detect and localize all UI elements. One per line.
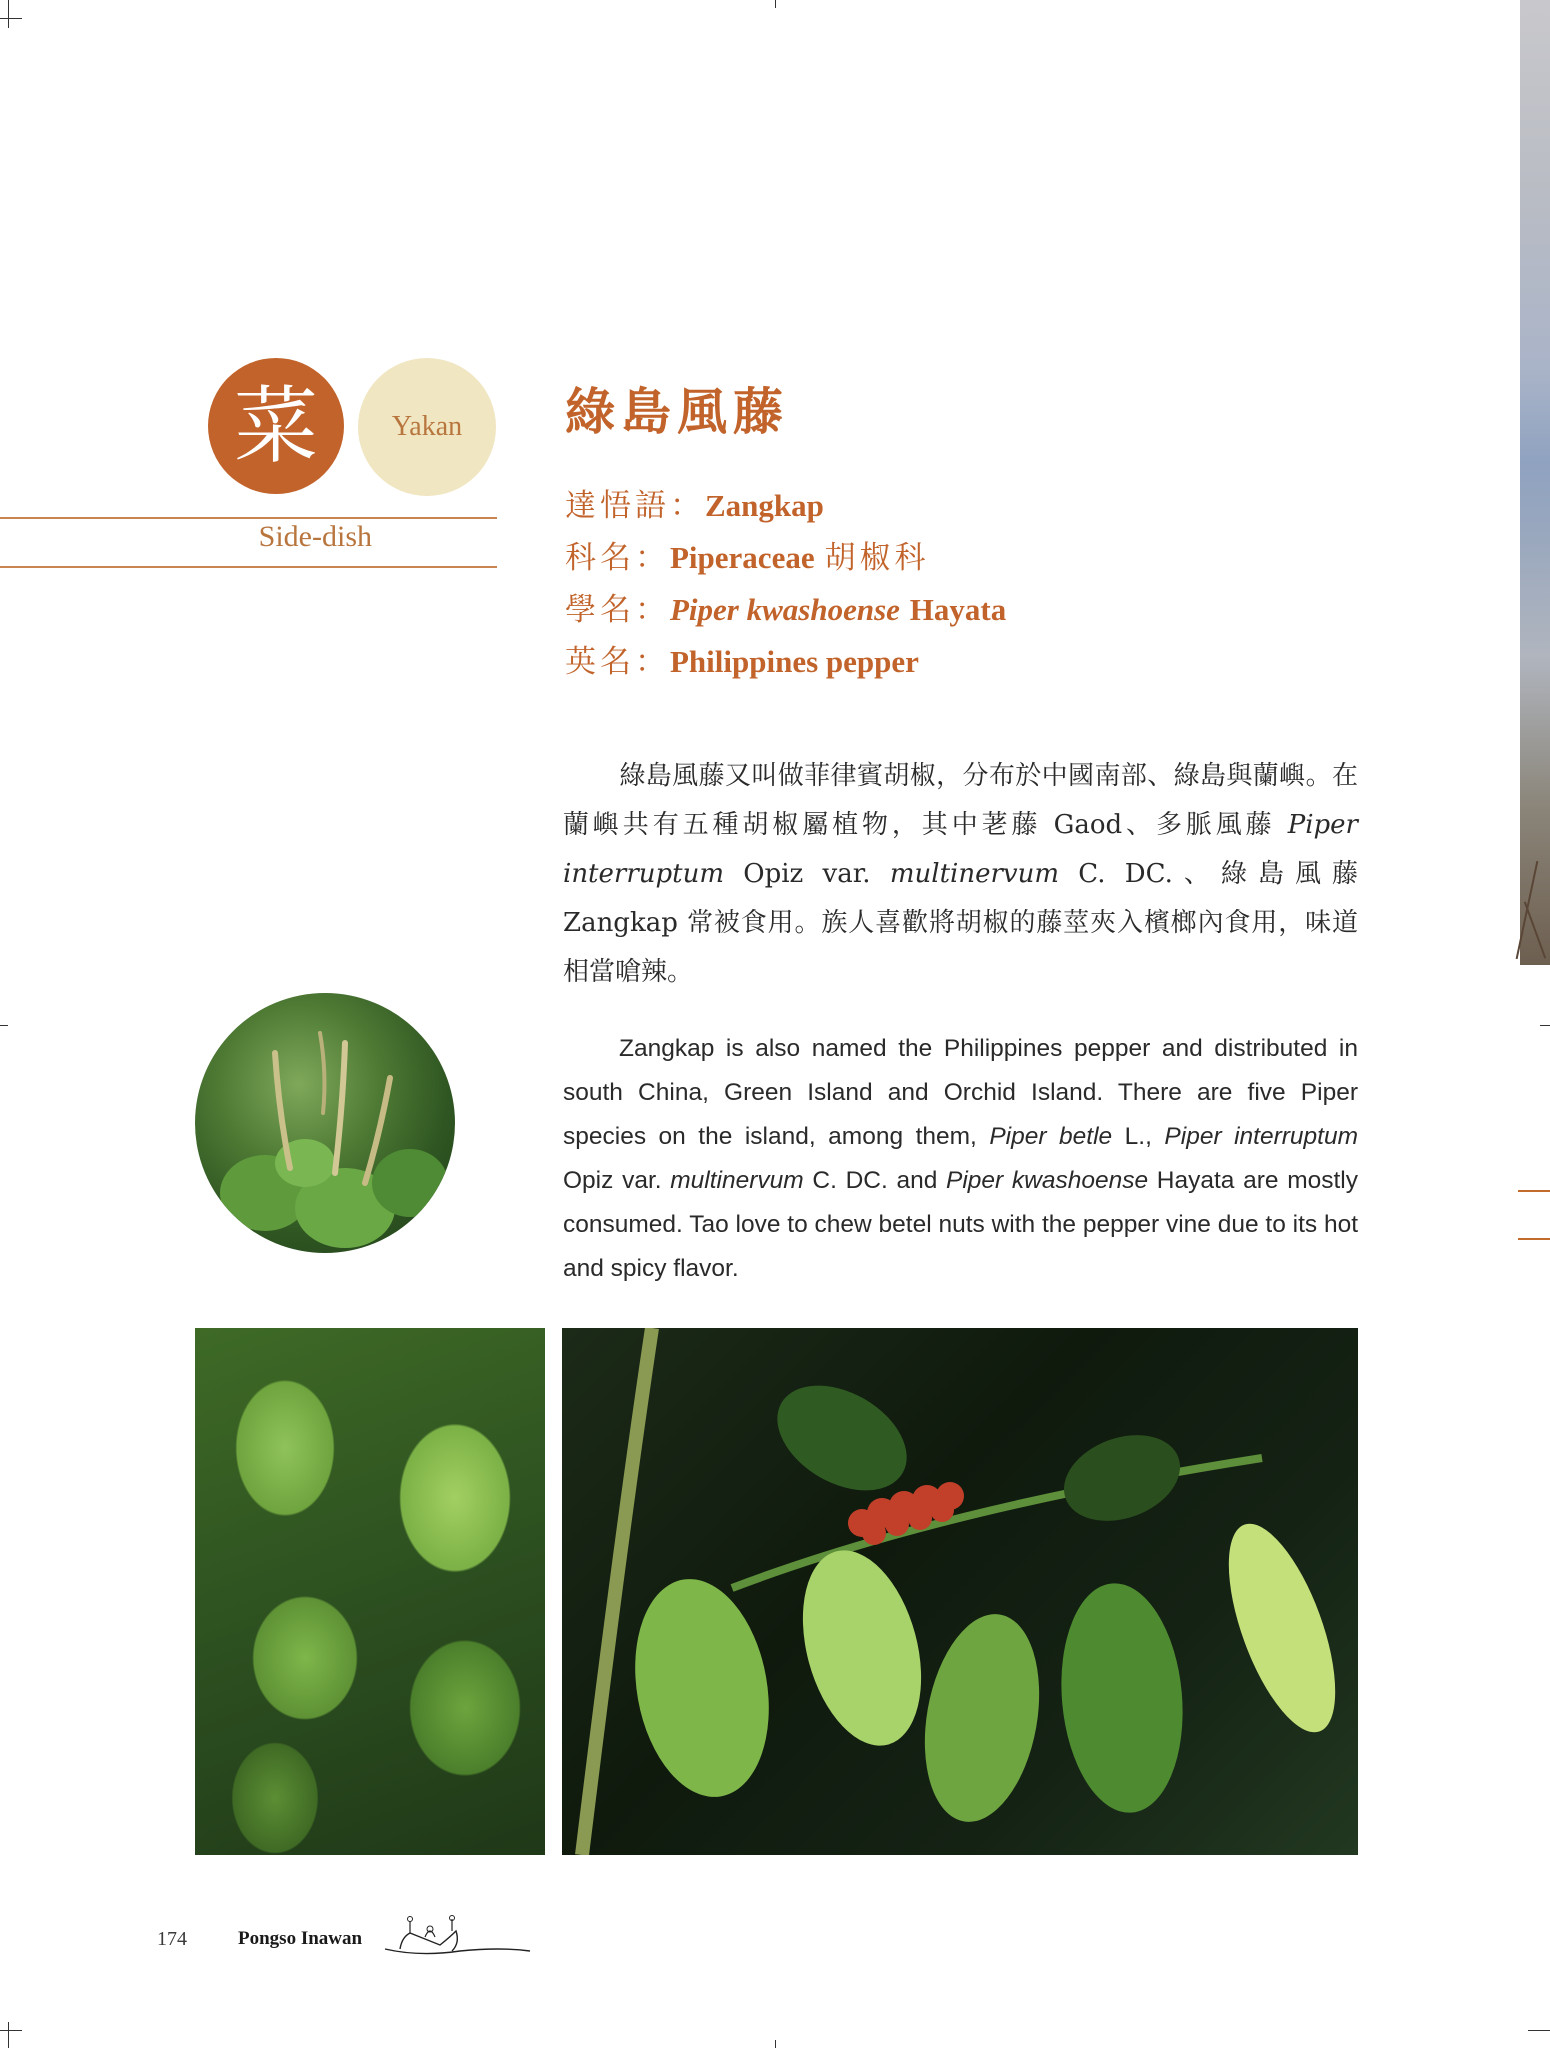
meta-scientific — [565, 584, 1006, 629]
zh-italic: Piper interruptum — [563, 810, 1358, 889]
meta-label: 學名： — [565, 592, 670, 628]
category-english: Side-dish — [258, 520, 372, 553]
edge-tick — [1518, 1190, 1550, 1192]
photo-heart-leaves — [195, 1328, 545, 1855]
edge-tick — [1518, 1238, 1550, 1240]
category-badge — [208, 358, 344, 494]
meta-value: Piperaceae — [670, 540, 815, 575]
body-zh — [563, 752, 1358, 997]
meta-tao-name — [565, 480, 824, 525]
category-rule-top — [0, 517, 497, 519]
meta-label: 科名： — [565, 540, 670, 576]
en-italic: Piper betle — [989, 1123, 1113, 1150]
photo-pepper-fruit — [562, 1328, 1358, 1855]
crop-mark — [8, 0, 9, 28]
crop-mark — [0, 18, 22, 19]
meta-value-zh: 胡椒科 — [824, 540, 930, 576]
en-text: Hayata are mostly consumed. Tao love to chew betel nuts with the pepper vine due to its hot and spicy flavor. — [563, 1167, 1358, 1282]
category-char: 菜 — [233, 377, 318, 475]
crop-mark — [8, 2022, 9, 2048]
tao-category-badge — [358, 358, 496, 496]
crop-mark — [1540, 1025, 1550, 1026]
crop-mark — [0, 2030, 22, 2031]
meta-label: 達悟語： — [565, 488, 705, 524]
zh-text: C. DC.、綠島風藤 Zangkap 常被食用。族人喜歡將胡椒的藤莖夾入檳榔內食用，味道相當嗆辣。 — [563, 859, 1358, 987]
meta-value: Philippines pepper — [670, 644, 919, 679]
en-text: Zangkap is also named the Philippines pepper and distributed in south China, Green Island and Orchid Island. There are five Piper species on the island, among them, — [563, 1035, 1358, 1150]
tao-category-label: Yakan — [391, 411, 463, 442]
meta-label: 英名： — [565, 644, 670, 680]
meta-family — [565, 532, 929, 577]
en-text: Opiz var. — [563, 1167, 671, 1194]
crop-mark — [775, 0, 776, 8]
en-italic: Piper interruptum — [1164, 1123, 1359, 1150]
meta-author: Hayata — [909, 592, 1007, 627]
en-text: C. DC. and — [803, 1167, 947, 1194]
meta-species: Piper kwashoense — [670, 592, 900, 627]
edge-photo-strip — [1520, 0, 1550, 965]
category-rule-bottom — [0, 566, 497, 568]
zh-text: 綠島風藤又叫做菲律賓胡椒，分布於中國南部、綠島與蘭嶼。在蘭嶼共有五種胡椒屬植物，其中荖藤 Gaod、多脈風藤 — [563, 761, 1358, 840]
meta-value: Zangkap — [705, 488, 824, 523]
en-italic: Piper kwashoense — [946, 1167, 1149, 1194]
en-text: L., — [1112, 1123, 1165, 1150]
page-title: 綠島風藤 — [565, 382, 789, 441]
en-italic: multinervum — [670, 1167, 804, 1194]
zh-text: Opiz var. — [724, 859, 890, 889]
crop-mark — [775, 2040, 776, 2048]
meta-english-name — [565, 636, 919, 681]
zh-italic: multinervum — [889, 859, 1059, 889]
crop-mark — [1528, 2030, 1550, 2031]
page-number: 174 — [157, 1928, 187, 1950]
book-title: Pongso Inawan — [238, 1928, 363, 1949]
boat-illustration-icon — [380, 1915, 540, 1961]
crop-mark — [0, 1025, 8, 1026]
photo-pepper-spikes — [195, 993, 455, 1253]
body-en — [563, 1027, 1358, 1291]
